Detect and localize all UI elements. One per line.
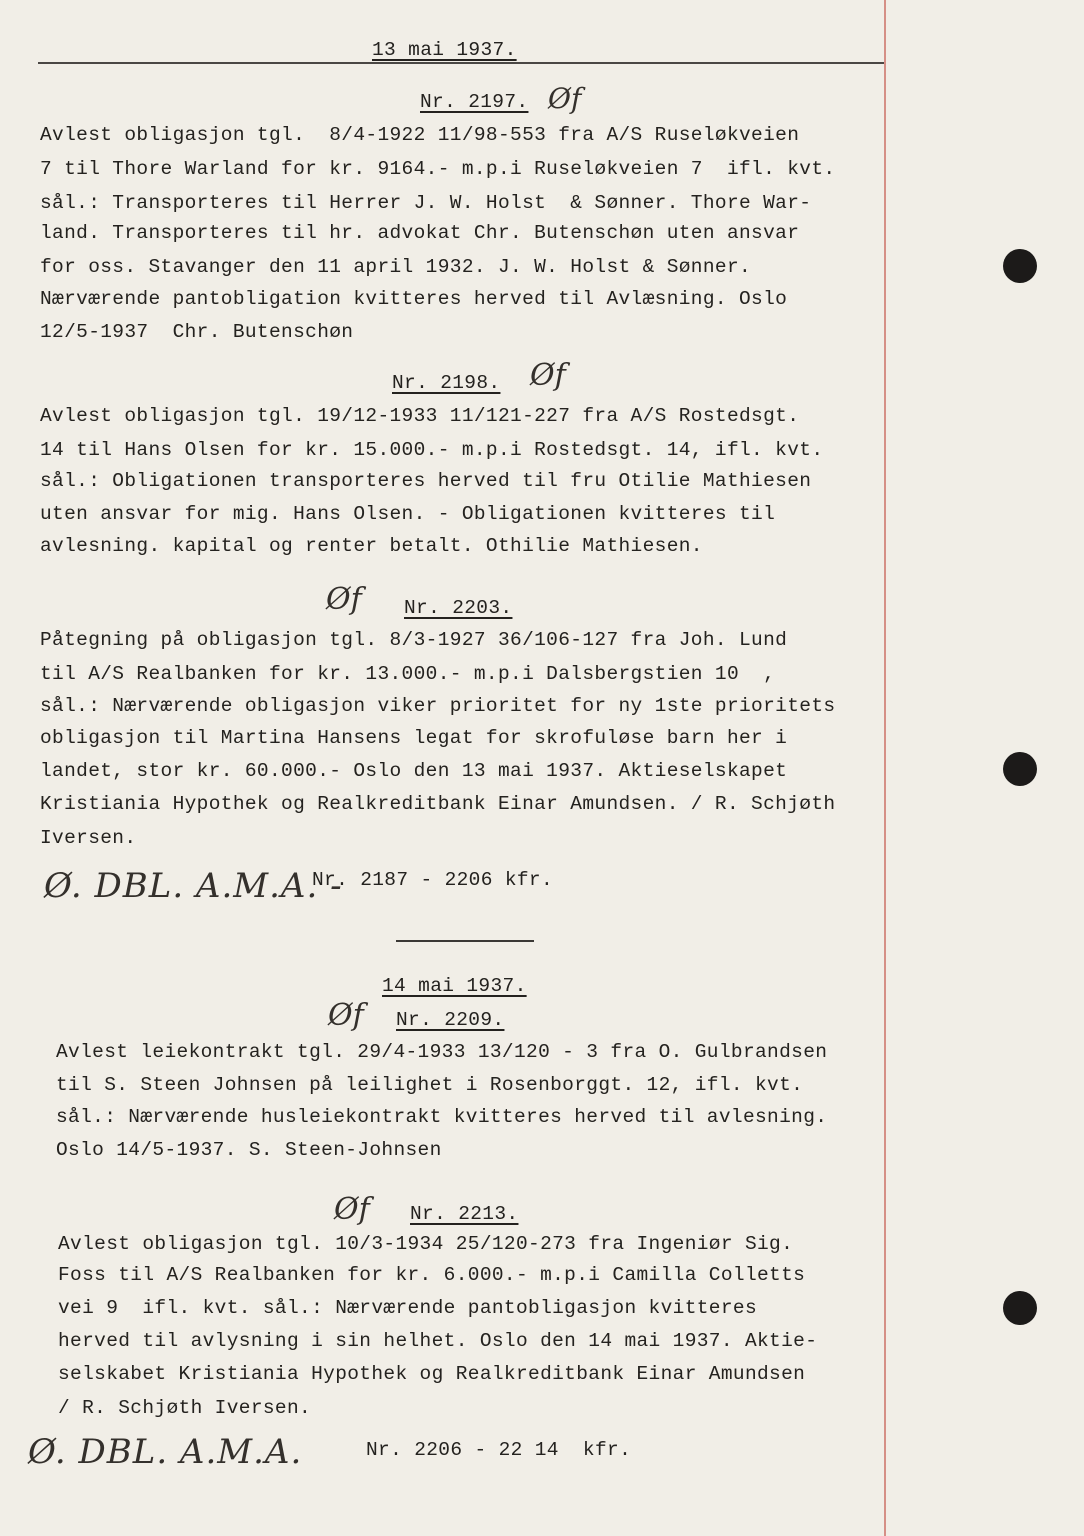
entry-text-line: sål.: Obligationen transporteres herved til fru Otilie Mathiesen <box>40 470 812 492</box>
entry-text-line: Påtegning på obligasjon tgl. 8/3-1927 36/106-127 fra Joh. Lund <box>40 629 788 651</box>
entry-text-line: 14 til Hans Olsen for kr. 15.000.- m.p.i Rostedsgt. 14, ifl. kvt. <box>40 439 824 461</box>
punch-hole-middle <box>1003 752 1037 786</box>
entry-text-line: Avlest obligasjon tgl. 10/3-1934 25/120-273 fra Ingeniør Sig. <box>58 1233 794 1255</box>
page-date: 13 mai 1937. <box>372 39 517 61</box>
entry-text-line: Nærværende pantobligation kvitteres herved til Avlæsning. Oslo <box>40 288 788 310</box>
entry-text-line: Foss til A/S Realbanken for kr. 6.000.- m.p.i Camilla Colletts <box>58 1264 806 1286</box>
entry-text-line: selskabet Kristiania Hypothek og Realkreditbank Einar Amundsen <box>58 1363 806 1385</box>
page-date: 14 mai 1937. <box>382 975 527 997</box>
initials-mark: Øf <box>326 582 362 617</box>
initials-mark: Øf <box>328 998 364 1033</box>
entry-text-line: sål.: Nærværende obligasjon viker prioritet for ny 1ste prioritets <box>40 695 836 717</box>
entry-text-line: obligasjon til Martina Hansens legat for skrofuløse barn her i <box>40 727 788 749</box>
entry-text-line: avlesning. kapital og renter betalt. Othilie Mathiesen. <box>40 535 703 557</box>
entry-text-line: 12/5-1937 Chr. Butenschøn <box>40 321 354 343</box>
entry-text-line: Avlest leiekontrakt tgl. 29/4-1933 13/120 - 3 fra O. Gulbrandsen <box>56 1041 828 1063</box>
entry-text-line: for oss. Stavanger den 11 april 1932. J. W. Holst & Sønner. <box>40 256 752 278</box>
entry-number: Nr. 2198. <box>392 372 501 394</box>
entry-text-line: vei 9 ifl. kvt. sål.: Nærværende pantobligasjon kvitteres <box>58 1297 758 1319</box>
entry-text-line: sål.: Nærværende husleiekontrakt kvitteres herved til avlesning. <box>56 1106 828 1128</box>
initials-mark: Øf <box>548 82 582 115</box>
handwritten-signature: Ø. DBL. A.M.A. <box>28 1432 303 1472</box>
entry-text-line: herved til avlysning i sin helhet. Oslo den 14 mai 1937. Aktie- <box>58 1330 818 1352</box>
section-divider <box>396 940 534 942</box>
entry-text-line: 7 til Thore Warland for kr. 9164.- m.p.i Ruseløkveien 7 ifl. kvt. <box>40 158 836 180</box>
entry-text-line: uten ansvar for mig. Hans Olsen. - Obligationen kvitteres til <box>40 503 776 525</box>
entry-number: Nr. 2203. <box>404 597 513 619</box>
entry-text-line: / R. Schjøth Iversen. <box>58 1397 312 1419</box>
margin-line <box>884 0 886 1536</box>
entry-text-line: landet, stor kr. 60.000.- Oslo den 13 mai 1937. Aktieselskapet <box>40 760 788 782</box>
entry-text-line: Avlest obligasjon tgl. 19/12-1933 11/121-227 fra A/S Rostedsgt. <box>40 405 800 427</box>
initials-mark: Øf <box>530 358 566 393</box>
entry-text-line: sål.: Transporteres til Herrer J. W. Holst & Sønner. Thore War- <box>40 192 812 214</box>
entry-number: Nr. 2213. <box>410 1203 519 1225</box>
summary-range: Nr. 2206 - 22 14 kfr. <box>366 1439 632 1461</box>
entry-text-line: til S. Steen Johnsen på leilighet i Rosenborggt. 12, ifl. kvt. <box>56 1074 804 1096</box>
punch-hole-top <box>1003 249 1037 283</box>
entry-number: Nr. 2209. <box>396 1009 505 1031</box>
entry-text-line: til A/S Realbanken for kr. 13.000.- m.p.i Dalsbergstien 10 , <box>40 663 776 685</box>
entry-text-line: Oslo 14/5-1937. S. Steen-Johnsen <box>56 1139 442 1161</box>
summary-range: Nr. 2187 - 2206 kfr. <box>312 869 554 891</box>
entry-text-line: Iversen. <box>40 827 137 849</box>
entry-text-line: land. Transporteres til hr. advokat Chr. Butenschøn uten ansvar <box>40 222 800 244</box>
initials-mark: Øf <box>334 1192 370 1227</box>
entry-text-line: Kristiania Hypothek og Realkreditbank Einar Amundsen. / R. Schjøth <box>40 793 836 815</box>
punch-hole-bottom <box>1003 1291 1037 1325</box>
entry-number: Nr. 2197. <box>420 91 529 113</box>
handwritten-signature: Ø. DBL. A.M.A. - <box>44 866 343 906</box>
entry-text-line: Avlest obligasjon tgl. 8/4-1922 11/98-553 fra A/S Ruseløkveien <box>40 124 800 146</box>
